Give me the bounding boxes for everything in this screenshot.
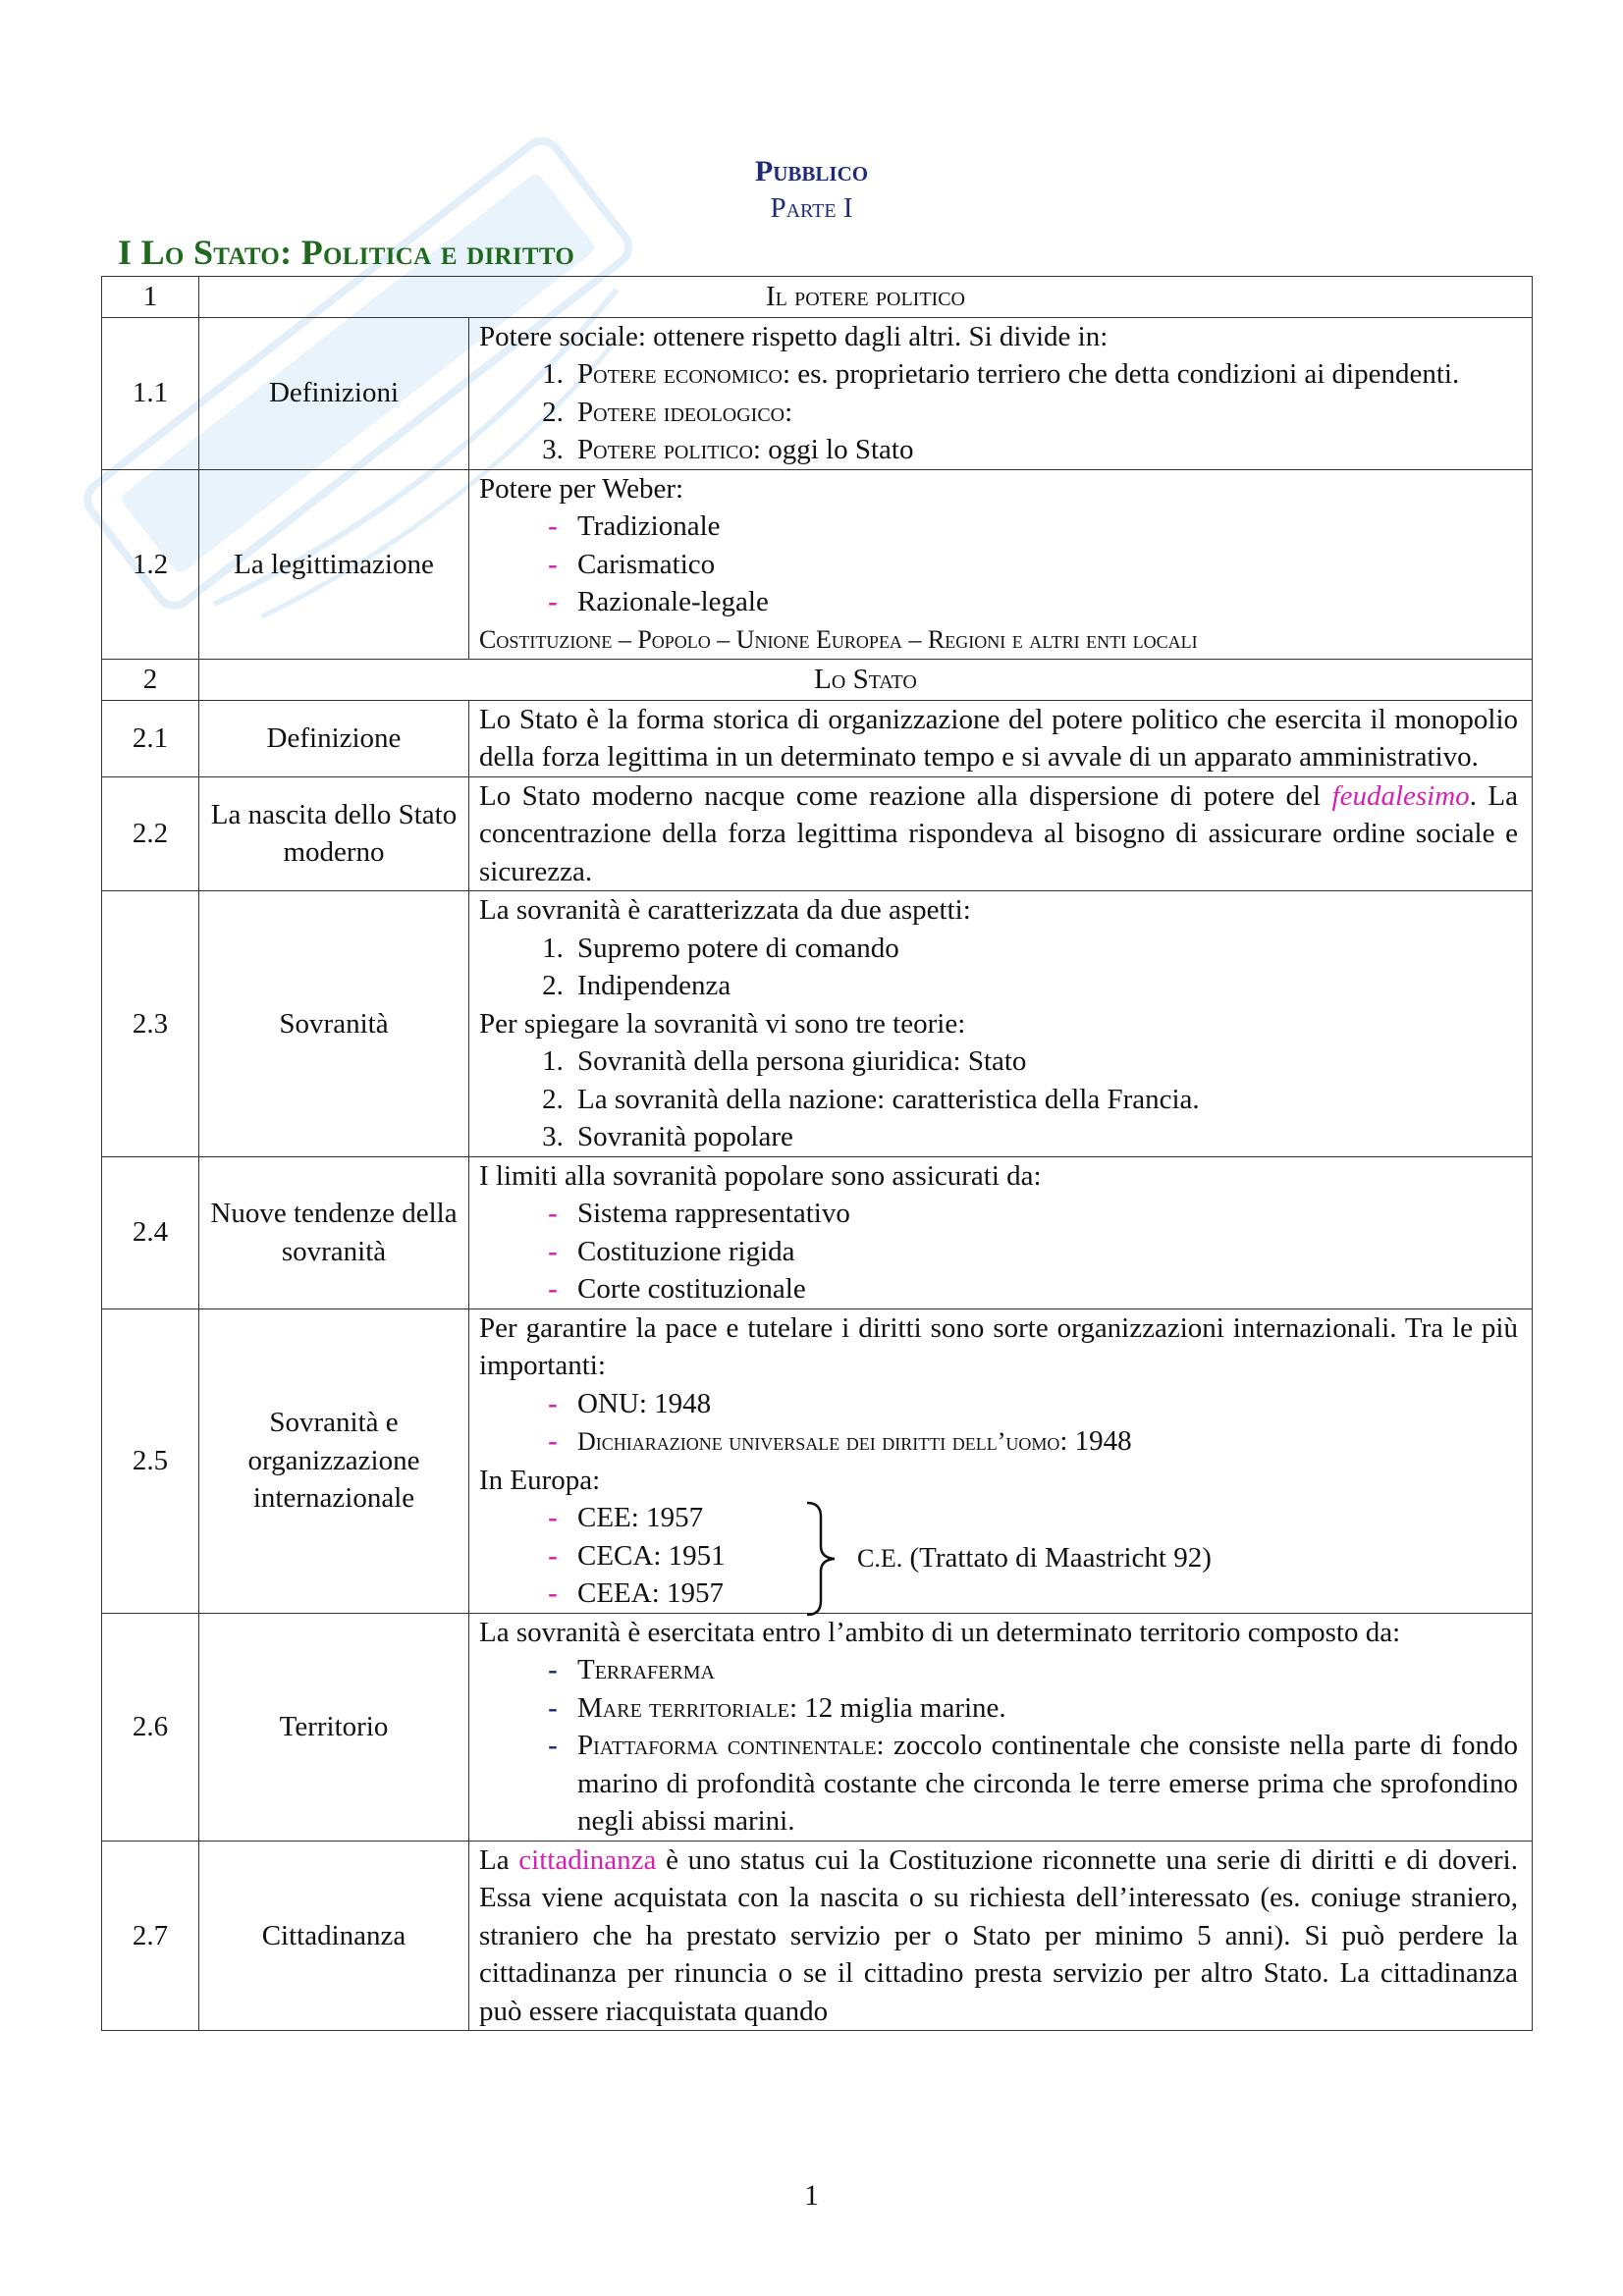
row-label: Sovranità: [199, 891, 469, 1157]
list-item: - Carismatico: [548, 548, 716, 580]
section-heading: Il potere politico: [199, 277, 1533, 318]
row-number: 1.2: [102, 469, 199, 660]
row-number: 2.5: [102, 1308, 199, 1613]
row-content: Lo Stato è la forma storica di organizzazione del potere politico che esercita il monopolio della forza legittima in un determinato tempo e si avvale di un apparato amministrativo.: [469, 700, 1533, 776]
table-row: [102, 1841, 1533, 2031]
list-item: 2. Potere ideologico:: [542, 396, 793, 428]
list-item: 2. Indipendenza: [542, 970, 731, 1001]
row-label: Nuove tendenze della sovranità: [199, 1156, 469, 1308]
row-content: [469, 1613, 1533, 1841]
list-item: 3. Potere politico: oggi lo Stato: [542, 434, 914, 465]
row-content: [469, 317, 1533, 469]
row-intro: La sovranità è esercitata entro l’ambito di un determinato territorio composto da:: [479, 1616, 1401, 1648]
section-number: 1: [102, 277, 199, 318]
row-intro: Per spiegare la sovranità vi sono tre teorie:: [479, 1007, 966, 1040]
section-heading: Lo Stato: [199, 660, 1533, 701]
row-number: 2.3: [102, 891, 199, 1157]
list-item: 1. Supremo potere di comando: [542, 932, 899, 964]
europe-list: [479, 1499, 1518, 1613]
table-row: [102, 1613, 1533, 1841]
table-row: [102, 317, 1533, 469]
row-number: 2.1: [102, 700, 199, 776]
row-number: 2.2: [102, 776, 199, 891]
document-title: Pubblico: [754, 155, 869, 187]
document-subtitle: Parte I: [770, 192, 853, 224]
list-item: - CECA: 1951: [548, 1539, 726, 1572]
row-number: 2.6: [102, 1613, 199, 1841]
list-item: - Tradizionale: [548, 510, 721, 542]
row-intro: Potere per Weber:: [479, 472, 684, 505]
ce-note: C.E. (Trattato di Maastricht 92): [857, 1542, 1212, 1574]
list-item: - Razionale-legale: [548, 586, 769, 617]
table-row: [102, 469, 1533, 660]
row-number: 1.1: [102, 317, 199, 469]
list-item: - Sistema rappresentativo: [548, 1198, 850, 1229]
row-content: [469, 1156, 1533, 1308]
page-number: 1: [804, 2179, 819, 2212]
list-item: - CEEA: 1957: [548, 1577, 725, 1609]
section-number: 2: [102, 660, 199, 701]
list-item: - Terraferma: [548, 1654, 715, 1685]
list-item: - Costituzione rigida: [548, 1235, 795, 1267]
list-item: - CEE: 1957: [548, 1502, 704, 1533]
content-table: [101, 276, 1533, 2031]
row-intro: I limiti alla sovranità popolare sono assicurati da:: [479, 1159, 1042, 1192]
list-item: - Corte costituzionale: [548, 1273, 806, 1305]
row-number: 2.4: [102, 1156, 199, 1308]
table-row: [102, 1308, 1533, 1613]
section-row: [102, 277, 1533, 318]
row-content: [469, 891, 1533, 1157]
list-item: 3. Sovranità popolare: [542, 1121, 793, 1152]
table-row: [102, 776, 1533, 891]
row-footer: Costituzione – Popolo – Unione Europea – Regioni e altri enti locali: [479, 624, 1198, 654]
row-content: La cittadinanza è uno status cui la Costituzione riconnette una serie di diritti e di doveri. Essa viene acquistata con la nascita o su richiesta dell’interessato (es. coniuge straniero, straniero che ha prestato servizio per o Stato per minimo 5 anni). Si può perdere la cittadinanza per rinuncia o se il cittadino presta servizio per altro Stato. La cittadinanza può essere riacquistata quando: [469, 1841, 1533, 2031]
highlight-term: cittadinanza: [518, 1843, 657, 1876]
table-row: [102, 891, 1533, 1157]
list-item: - Piattaforma continentale: zoccolo continentale che consiste nella parte di fondo marino di profondità costante che circonda le terre emerse prima che sprofondino negli abissi marini.: [548, 1730, 1518, 1837]
list-item: 1. Sovranità della persona giuridica: Stato: [542, 1045, 1027, 1077]
highlight-term: feudalesimo: [1331, 779, 1470, 812]
list-item: 2. La sovranità della nazione: caratteristica della Francia.: [542, 1083, 1200, 1115]
list-item: - Mare territoriale: 12 miglia marine.: [548, 1691, 1006, 1724]
row-content: [469, 469, 1533, 660]
row-intro: Per garantire la pace e tutelare i diritti sono sorte organizzazioni internazionali. Tra le più importanti:: [479, 1311, 1518, 1381]
row-content: [469, 1308, 1533, 1613]
row-content: Lo Stato moderno nacque come reazione alla dispersione di potere del feudalesimo. La concentrazione della forza legittima rispondeva al bisogno di assicurare ordine sociale e sicurezza.: [469, 776, 1533, 891]
row-label: La legittimazione: [199, 469, 469, 660]
row-label: La nascita dello Stato moderno: [199, 776, 469, 891]
row-intro: In Europa:: [479, 1464, 601, 1496]
section-row: [102, 660, 1533, 701]
list-item: - ONU: 1948: [548, 1387, 712, 1419]
table-row: [102, 1156, 1533, 1308]
row-intro: Potere sociale: ottenere rispetto dagli altri. Si divide in:: [479, 320, 1109, 352]
row-label: Cittadinanza: [199, 1841, 469, 2031]
list-item: - Dichiarazione universale dei diritti dell’uomo: 1948: [548, 1425, 1132, 1457]
section-title: I Lo Stato: Politica e diritto: [118, 233, 575, 272]
row-number: 2.7: [102, 1841, 199, 2031]
row-label: Sovranità e organizzazione internazionale: [199, 1308, 469, 1613]
row-intro: La sovranità è caratterizzata da due aspetti:: [479, 894, 971, 926]
table-row: [102, 700, 1533, 776]
curly-brace-icon: [803, 1499, 842, 1619]
row-label: Territorio: [199, 1613, 469, 1841]
list-item: 1. Potere economico: es. proprietario terriero che detta condizioni ai dipendenti.: [542, 358, 1460, 390]
row-label: Definizione: [199, 700, 469, 776]
row-label: Definizioni: [199, 317, 469, 469]
